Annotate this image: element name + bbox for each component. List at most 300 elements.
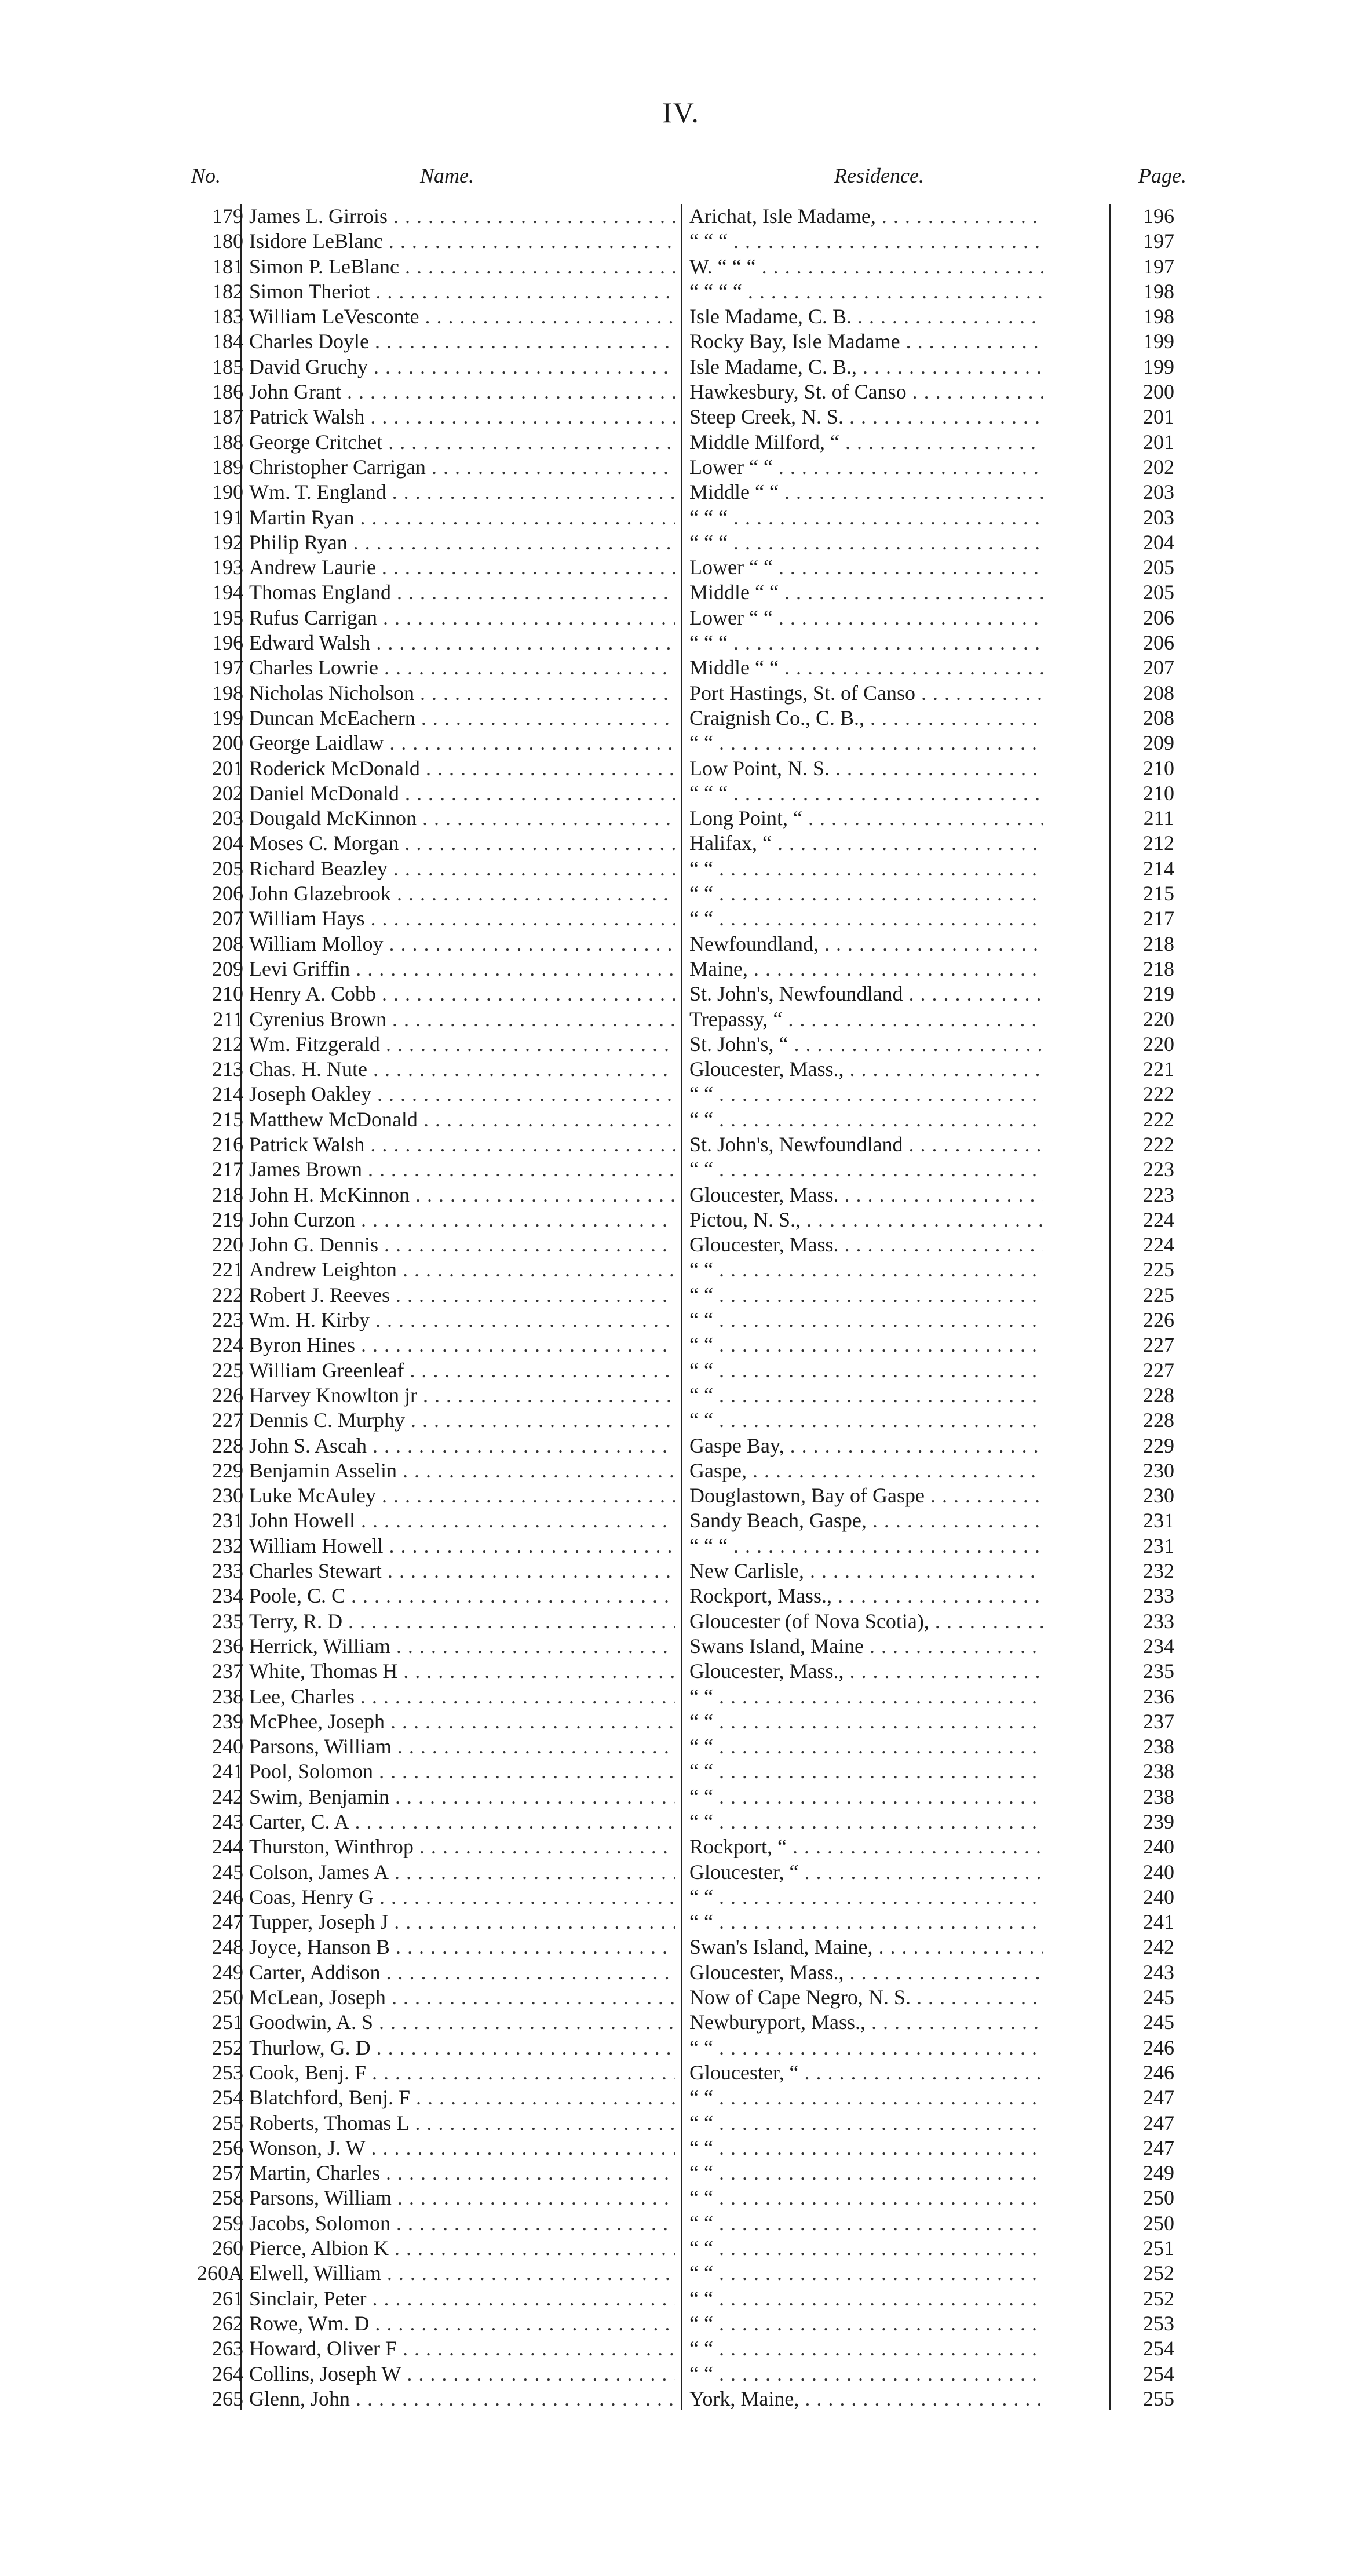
row-name: Thomas England . . . (249, 580, 675, 605)
row-number: 180 (212, 229, 243, 253)
row-residence: “ “ . . . (689, 2311, 1043, 2336)
row-residence: “ “ . . . (689, 1358, 1043, 1383)
row-number: 183 (212, 305, 243, 329)
row-page: 230 (1143, 1458, 1174, 1482)
table-row (185, 1257, 1182, 1282)
row-page: 197 (1143, 229, 1174, 253)
table-row (185, 856, 1182, 881)
table-row (185, 655, 1182, 680)
row-page: 203 (1143, 480, 1174, 504)
row-number: 222 (212, 1283, 243, 1307)
row-page: 199 (1143, 330, 1174, 353)
row-page: 253 (1143, 2311, 1174, 2335)
row-residence: Steep Creek, N. S. . . . (689, 404, 1043, 429)
row-residence: “ “ . . . (689, 1082, 1043, 1107)
row-page: 232 (1143, 1559, 1174, 1583)
table-row (185, 1609, 1182, 1634)
row-page: 225 (1143, 1258, 1174, 1282)
row-page: 198 (1143, 305, 1174, 329)
row-residence: “ “ . . . (689, 1107, 1043, 1132)
row-name: Daniel McDonald . . . (249, 781, 675, 806)
row-name: Joseph Oakley . . . (249, 1082, 675, 1107)
row-name: Charles Doyle . . . (249, 329, 675, 354)
row-name: Dennis C. Murphy . . . (249, 1408, 675, 1433)
row-page: 227 (1143, 1333, 1174, 1357)
row-number: 205 (212, 856, 243, 880)
table-row (185, 1583, 1182, 1608)
row-residence: “ “ . . . (689, 2211, 1043, 2236)
row-number: 258 (212, 2186, 243, 2210)
row-page: 249 (1143, 2161, 1174, 2185)
row-residence: Middle “ “ . . . (689, 480, 1043, 505)
row-residence: “ “ . . . (689, 1283, 1043, 1308)
row-number: 198 (212, 681, 243, 705)
row-name: Lee, Charles . . . (249, 1684, 675, 1709)
table-row (185, 1634, 1182, 1659)
row-page: 223 (1143, 1158, 1174, 1181)
table-row (185, 2185, 1182, 2210)
row-name: McLean, Joseph . . . (249, 1985, 675, 2010)
row-name: Wm. H. Kirby . . . (249, 1308, 675, 1333)
table-row (185, 981, 1182, 1006)
table-row (185, 1358, 1182, 1383)
table-row (185, 1107, 1182, 1132)
row-name: Rowe, Wm. D . . . (249, 2311, 675, 2336)
row-name: Thurlow, G. D . . . (249, 2035, 675, 2060)
row-name: Herrick, William . . . (249, 1634, 675, 1659)
row-page: 205 (1143, 556, 1174, 579)
table-row (185, 1809, 1182, 1834)
row-name: Charles Stewart . . . (249, 1559, 675, 1583)
table-row (185, 2387, 1182, 2411)
table-row (185, 1082, 1182, 1107)
row-number: 184 (212, 330, 243, 353)
row-page: 226 (1143, 1308, 1174, 1332)
row-name: Wonson, J. W . . . (249, 2136, 675, 2161)
table-row (185, 430, 1182, 455)
row-page: 235 (1143, 1659, 1174, 1683)
table-row (185, 329, 1182, 354)
row-number: 239 (212, 1709, 243, 1733)
row-name: Carter, C. A . . . (249, 1809, 675, 1834)
row-page: 206 (1143, 631, 1174, 655)
row-residence: “ “ . . . (689, 1383, 1043, 1408)
row-number: 179 (212, 205, 243, 228)
table-row (185, 2010, 1182, 2035)
row-number: 236 (212, 1634, 243, 1658)
row-page: 197 (1143, 254, 1174, 278)
row-name: Wm. Fitzgerald . . . (249, 1032, 675, 1057)
row-name: Charles Lowrie . . . (249, 655, 675, 680)
row-number: 186 (212, 380, 243, 404)
row-name: Nicholas Nicholson . . . (249, 681, 675, 706)
row-page: 210 (1143, 756, 1174, 780)
row-page: 204 (1143, 530, 1174, 554)
row-number: 218 (212, 1183, 243, 1206)
row-number: 220 (212, 1233, 243, 1257)
row-number: 209 (212, 957, 243, 980)
row-number: 262 (212, 2311, 243, 2335)
row-page: 221 (1143, 1057, 1174, 1081)
row-name: Cyrenius Brown . . . (249, 1007, 675, 1032)
header-no: No. (191, 164, 221, 187)
row-number: 189 (212, 455, 243, 479)
row-residence: Gloucester, “ . . . (689, 2060, 1043, 2085)
row-name: John Howell . . . (249, 1508, 675, 1533)
row-name: Thurston, Winthrop . . . (249, 1834, 675, 1859)
table-row (185, 1734, 1182, 1759)
row-page: 239 (1143, 1810, 1174, 1833)
row-residence: Gloucester, Mass. . . . (689, 1183, 1043, 1207)
row-name: Martin, Charles . . . (249, 2161, 675, 2185)
row-page: 224 (1143, 1207, 1174, 1231)
table-row (185, 580, 1182, 605)
row-name: William Molloy . . . (249, 932, 675, 957)
row-number: 253 (212, 2060, 243, 2084)
table-row (185, 1032, 1182, 1057)
table-row (185, 2261, 1182, 2286)
table-row (185, 906, 1182, 931)
row-name: Collins, Joseph W . . . (249, 2362, 675, 2387)
row-residence: Gloucester (of Nova Scotia), . . . (689, 1609, 1043, 1634)
table-row (185, 1207, 1182, 1232)
row-page: 240 (1143, 1885, 1174, 1909)
row-page: 238 (1143, 1760, 1174, 1783)
row-residence: Port Hastings, St. of Canso . . . (689, 681, 1043, 706)
row-residence: Halifax, “ . . . (689, 831, 1043, 856)
row-residence: “ “ . . . (689, 2236, 1043, 2261)
header-residence: Residence. (834, 164, 924, 187)
row-name: Luke McAuley . . . (249, 1483, 675, 1508)
row-number: 265 (212, 2387, 243, 2410)
row-number: 206 (212, 882, 243, 906)
row-name: Benjamin Asselin . . . (249, 1458, 675, 1483)
row-name: Terry, R. D . . . (249, 1609, 675, 1634)
row-residence: “ “ . . . (689, 2085, 1043, 2110)
row-page: 210 (1143, 781, 1174, 805)
row-residence: Hawkesbury, St. of Canso . . . (689, 380, 1043, 404)
row-name: Goodwin, A. S . . . (249, 2010, 675, 2035)
row-residence: “ “ . . . (689, 2161, 1043, 2185)
row-number: 224 (212, 1333, 243, 1357)
row-number: 260A (197, 2261, 243, 2285)
table-row (185, 1433, 1182, 1458)
row-page: 199 (1143, 355, 1174, 378)
row-residence: “ “ . . . (689, 2035, 1043, 2060)
row-number: 208 (212, 932, 243, 955)
row-residence: Rockport, Mass., . . . (689, 1583, 1043, 1608)
table-row (185, 932, 1182, 957)
row-number: 200 (212, 731, 243, 755)
row-page: 220 (1143, 1007, 1174, 1031)
row-page: 214 (1143, 856, 1174, 880)
row-name: John S. Ascah . . . (249, 1433, 675, 1458)
row-name: John Curzon . . . (249, 1207, 675, 1232)
row-residence: Arichat, Isle Madame, . . . (689, 204, 1043, 229)
row-page: 245 (1143, 1986, 1174, 2009)
row-residence: Gloucester, Mass., . . . (689, 1960, 1043, 1985)
row-number: 221 (212, 1258, 243, 1282)
row-residence: “ “ . . . (689, 1809, 1043, 1834)
row-residence: “ “ . . . (689, 2111, 1043, 2136)
row-residence: Lower “ “ . . . (689, 455, 1043, 480)
table-row (185, 1508, 1182, 1533)
row-number: 219 (212, 1207, 243, 1231)
table-row (185, 630, 1182, 655)
row-number: 231 (212, 1509, 243, 1533)
row-residence: “ “ . . . (689, 2185, 1043, 2210)
table-row (185, 1559, 1182, 1583)
row-residence: “ “ . . . (689, 2136, 1043, 2161)
row-name: John H. McKinnon . . . (249, 1183, 675, 1207)
table-row (185, 1458, 1182, 1483)
row-page: 222 (1143, 1082, 1174, 1106)
row-page: 252 (1143, 2286, 1174, 2310)
row-number: 223 (212, 1308, 243, 1332)
row-page: 228 (1143, 1383, 1174, 1407)
row-page: 224 (1143, 1233, 1174, 1257)
row-name: Coas, Henry G . . . (249, 1885, 675, 1910)
row-number: 196 (212, 631, 243, 655)
row-number: 237 (212, 1659, 243, 1683)
table-row (185, 2161, 1182, 2185)
row-number: 246 (212, 1885, 243, 1909)
row-page: 233 (1143, 1584, 1174, 1608)
table-row (185, 1408, 1182, 1433)
row-number: 257 (212, 2161, 243, 2185)
table-row (185, 1007, 1182, 1032)
row-number: 211 (213, 1007, 243, 1031)
row-residence: Lower “ “ . . . (689, 605, 1043, 630)
row-residence: “ “ . . . (689, 1910, 1043, 1935)
row-name: Chas. H. Nute . . . (249, 1057, 675, 1082)
row-number: 190 (212, 480, 243, 504)
row-number: 261 (212, 2286, 243, 2310)
row-page: 228 (1143, 1409, 1174, 1432)
row-page: 218 (1143, 932, 1174, 955)
row-page: 203 (1143, 505, 1174, 529)
row-number: 214 (212, 1082, 243, 1106)
row-name: John Glazebrook . . . (249, 881, 675, 906)
table-row (185, 1785, 1182, 1809)
header-page: Page. (1138, 164, 1186, 187)
table-row (185, 229, 1182, 254)
row-residence: Newfoundland, . . . (689, 932, 1043, 957)
row-residence: “ “ “ “ . . . (689, 279, 1043, 304)
table-row (185, 1834, 1182, 1859)
table-row (185, 355, 1182, 380)
row-residence: “ “ . . . (689, 1759, 1043, 1784)
row-name: Jacobs, Solomon . . . (249, 2211, 675, 2236)
row-page: 223 (1143, 1183, 1174, 1206)
table-row (185, 254, 1182, 279)
table-row (185, 1709, 1182, 1734)
row-number: 227 (212, 1409, 243, 1432)
row-page: 231 (1143, 1509, 1174, 1533)
row-residence: “ “ . . . (689, 881, 1043, 906)
row-name: David Gruchy . . . (249, 355, 675, 380)
row-residence: “ “ . . . (689, 1785, 1043, 1809)
row-page: 212 (1143, 831, 1174, 855)
row-page: 227 (1143, 1358, 1174, 1382)
row-name: Isidore LeBlanc . . . (249, 229, 675, 254)
table-row (185, 2211, 1182, 2236)
table-row (185, 1232, 1182, 1257)
row-number: 182 (212, 279, 243, 303)
row-name: Christopher Carrigan . . . (249, 455, 675, 480)
row-residence: Gaspe Bay, . . . (689, 1433, 1043, 1458)
row-residence: “ “ . . . (689, 1308, 1043, 1333)
row-name: Pool, Solomon . . . (249, 1759, 675, 1784)
row-name: Levi Griffin . . . (249, 957, 675, 981)
table-row (185, 756, 1182, 781)
row-name: Swim, Benjamin . . . (249, 1785, 675, 1809)
header-name: Name. (420, 164, 474, 187)
row-page: 201 (1143, 430, 1174, 454)
table-row (185, 1935, 1182, 1960)
row-number: 229 (212, 1458, 243, 1482)
row-page: 219 (1143, 982, 1174, 1006)
table-row (185, 1985, 1182, 2010)
row-page: 255 (1143, 2387, 1174, 2410)
row-residence: Gloucester, “ . . . (689, 1860, 1043, 1885)
table-row (185, 2336, 1182, 2361)
table-row (185, 2111, 1182, 2136)
row-residence: Gloucester, Mass., . . . (689, 1659, 1043, 1684)
row-page: 247 (1143, 2086, 1174, 2110)
row-residence: Maine, . . . (689, 957, 1043, 981)
row-residence: Rocky Bay, Isle Madame . . . (689, 329, 1043, 354)
row-page: 246 (1143, 2060, 1174, 2084)
row-number: 187 (212, 405, 243, 429)
row-name: Howard, Oliver F . . . (249, 2336, 675, 2361)
row-name: McPhee, Joseph . . . (249, 1709, 675, 1734)
row-page: 254 (1143, 2362, 1174, 2385)
row-residence: Low Point, N. S. . . . (689, 756, 1043, 781)
row-residence: Isle Madame, C. B., . . . (689, 355, 1043, 380)
row-residence: “ “ . . . (689, 731, 1043, 756)
row-residence: Middle “ “ . . . (689, 655, 1043, 680)
row-residence: Craignish Co., C. B., . . . (689, 706, 1043, 731)
row-name: Harvey Knowlton jr . . . (249, 1383, 675, 1408)
row-name: Andrew Laurie . . . (249, 555, 675, 580)
row-number: 259 (212, 2211, 243, 2235)
table-row (185, 480, 1182, 505)
row-residence: “ “ “ . . . (689, 630, 1043, 655)
table-row (185, 1057, 1182, 1082)
row-residence: Swan's Island, Maine, . . . (689, 1935, 1043, 1960)
row-page: 222 (1143, 1132, 1174, 1156)
row-residence: Lower “ “ . . . (689, 555, 1043, 580)
row-name: Henry A. Cobb . . . (249, 981, 675, 1006)
table-row (185, 2035, 1182, 2060)
row-number: 260 (212, 2236, 243, 2260)
row-residence: “ “ . . . (689, 1734, 1043, 1759)
table-row (185, 781, 1182, 806)
row-page: 236 (1143, 1684, 1174, 1708)
table-row (185, 681, 1182, 706)
row-number: 215 (212, 1107, 243, 1131)
row-number: 193 (212, 556, 243, 579)
row-residence: Trepassy, “ . . . (689, 1007, 1043, 1032)
row-name: William Howell . . . (249, 1534, 675, 1559)
table-row (185, 706, 1182, 731)
table-row (185, 1308, 1182, 1333)
row-page: 246 (1143, 2035, 1174, 2059)
table-row (185, 1910, 1182, 1935)
row-name: James Brown . . . (249, 1157, 675, 1182)
row-number: 225 (212, 1358, 243, 1382)
table-row (185, 1157, 1182, 1182)
row-page: 245 (1143, 2011, 1174, 2034)
row-number: 230 (212, 1484, 243, 1508)
row-name: George Critchet . . . (249, 430, 675, 455)
row-page: 243 (1143, 1960, 1174, 1984)
row-number: 235 (212, 1609, 243, 1633)
page-number: IV. (662, 96, 700, 129)
table-row (185, 605, 1182, 630)
row-number: 243 (212, 1810, 243, 1833)
row-number: 197 (212, 656, 243, 680)
row-name: James L. Girrois . . . (249, 204, 675, 229)
row-number: 207 (212, 907, 243, 931)
row-residence: “ “ “ . . . (689, 505, 1043, 530)
row-number: 199 (212, 706, 243, 729)
table-row (185, 1483, 1182, 1508)
row-name: Roberts, Thomas L . . . (249, 2111, 675, 2136)
row-name: William Hays . . . (249, 906, 675, 931)
row-page: 252 (1143, 2261, 1174, 2285)
row-name: Colson, James A . . . (249, 1860, 675, 1885)
row-name: Parsons, William . . . (249, 2185, 675, 2210)
row-name: Richard Beazley . . . (249, 856, 675, 881)
row-name: Elwell, William . . . (249, 2261, 675, 2286)
row-number: 263 (212, 2337, 243, 2360)
register-table (185, 204, 1182, 2411)
table-row (185, 204, 1182, 229)
table-row (185, 1885, 1182, 1910)
row-name: Wm. T. England . . . (249, 480, 675, 505)
row-residence: Gaspe, . . . (689, 1458, 1043, 1483)
row-name: Sinclair, Peter . . . (249, 2286, 675, 2311)
row-page: 225 (1143, 1283, 1174, 1307)
row-page: 241 (1143, 1910, 1174, 1934)
row-name: William LeVesconte . . . (249, 304, 675, 329)
row-residence: Douglastown, Bay of Gaspe . . . (689, 1483, 1043, 1508)
row-page: 230 (1143, 1484, 1174, 1508)
row-page: 222 (1143, 1107, 1174, 1131)
row-page: 247 (1143, 2136, 1174, 2159)
table-row (185, 957, 1182, 981)
table-row (185, 530, 1182, 555)
row-residence: “ “ . . . (689, 1157, 1043, 1182)
row-number: 250 (212, 1986, 243, 2009)
row-number: 191 (212, 505, 243, 529)
row-residence: St. John's, “ . . . (689, 1032, 1043, 1057)
row-number: 251 (212, 2011, 243, 2034)
row-residence: “ “ “ . . . (689, 781, 1043, 806)
row-page: 208 (1143, 681, 1174, 705)
row-number: 185 (212, 355, 243, 378)
table-row (185, 1684, 1182, 1709)
row-number: 248 (212, 1935, 243, 1959)
row-residence: “ “ . . . (689, 1709, 1043, 1734)
table-row (185, 1960, 1182, 1985)
row-residence: “ “ . . . (689, 856, 1043, 881)
row-name: Andrew Leighton . . . (249, 1257, 675, 1282)
row-name: Robert J. Reeves . . . (249, 1283, 675, 1308)
row-residence: Middle “ “ . . . (689, 580, 1043, 605)
